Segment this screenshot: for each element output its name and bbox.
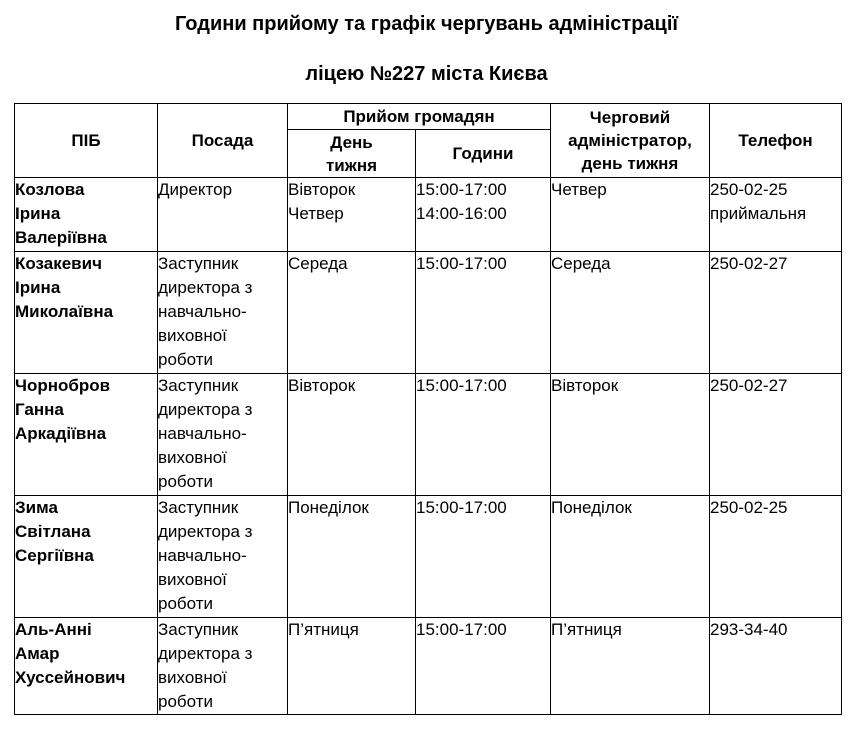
name-line: Козакевич [15,254,102,273]
position-line: Заступник [158,620,239,639]
cell-hours [416,496,551,618]
position-line: виховної [158,668,227,687]
duty-text: П’ятниця [551,620,622,639]
cell-hours [416,618,551,715]
position-line: Заступник [158,498,239,517]
hours-line: 15:00-17:00 [416,254,507,273]
table-row [15,178,842,252]
header-duty: Черговий адміністратор, день тижня [551,104,710,178]
phone-line: 250-02-25 [710,498,788,517]
name-line: Миколаївна [15,302,114,321]
name-line: Амар [15,644,60,663]
cell-duty [551,618,710,715]
header-day: День тижня [288,130,416,178]
cell-phone [710,374,842,496]
phone-line: 250-02-25 [710,180,788,199]
cell-name [15,374,158,496]
hours-line: 14:00-16:00 [416,204,507,223]
day-line: Вівторок [288,180,356,199]
phone-line: 250-02-27 [710,376,788,395]
phone-line: приймальня [710,204,807,223]
cell-phone [710,178,842,252]
hours-line: 15:00-17:00 [416,620,507,639]
day-line: Понеділок [288,498,369,517]
header-position: Посада [158,104,288,178]
position-line: навчально- [158,302,247,321]
cell-day [288,252,416,374]
cell-phone [710,618,842,715]
hours-line: 15:00-17:00 [416,180,507,199]
cell-duty [551,178,710,252]
cell-phone [710,496,842,618]
name-line: Козлова [15,180,85,199]
name-line: Чорнобров [15,376,111,395]
cell-position [158,178,288,252]
name-line: Аркадіївна [15,424,107,443]
duty-text: Середа [551,254,611,273]
cell-day [288,618,416,715]
name-line: Валеріївна [15,228,107,247]
cell-hours [416,252,551,374]
cell-duty [551,374,710,496]
name-line: Світлана [15,522,91,541]
schedule-table [14,103,842,715]
cell-day [288,496,416,618]
cell-name [15,496,158,618]
cell-duty [551,252,710,374]
document-subtitle: ліцею №227 міста Києва [305,63,548,85]
header-hours: Години [416,130,551,178]
hours-line: 15:00-17:00 [416,376,507,395]
position-line: навчально- [158,546,247,565]
position-line: виховної [158,326,227,345]
cell-hours [416,178,551,252]
duty-text: Понеділок [551,498,632,517]
position-line: роботи [158,350,214,369]
position-line: директора з [158,522,253,541]
cell-name [15,252,158,374]
position-line: роботи [158,594,214,613]
cell-position [158,374,288,496]
cell-day [288,374,416,496]
position-line: Заступник [158,254,239,273]
position-line: навчально- [158,424,247,443]
phone-line: 293-34-40 [710,620,788,639]
name-line: Аль-Анні [15,620,92,639]
position-line: виховної [158,570,227,589]
day-line: П’ятниця [288,620,359,639]
document-title: Години прийому та графік чергувань адміністрації [174,13,679,35]
hours-line: 15:00-17:00 [416,498,507,517]
day-line: Четвер [288,204,344,223]
cell-position [158,252,288,374]
cell-duty [551,496,710,618]
table-row [15,618,842,715]
header-phone: Телефон [710,104,842,178]
position-line: виховної [158,448,227,467]
table-row [15,252,842,374]
name-line: Ірина [15,204,61,223]
day-line: Вівторок [288,376,356,395]
header-reception: Прийом громадян [288,104,551,130]
cell-phone [710,252,842,374]
cell-hours [416,374,551,496]
position-line: Заступник [158,376,239,395]
header-name: ПІБ [15,104,158,178]
table-row [15,374,842,496]
position-line: Директор [158,180,233,199]
position-line: директора з [158,644,253,663]
name-line: Зима [15,498,58,517]
position-line: роботи [158,692,214,711]
day-line: Середа [288,254,348,273]
cell-name [15,618,158,715]
name-line: Ганна [15,400,64,419]
name-line: Хуссейнович [15,668,126,687]
name-line: Ірина [15,278,61,297]
cell-name [15,178,158,252]
cell-position [158,496,288,618]
phone-line: 250-02-27 [710,254,788,273]
cell-position [158,618,288,715]
table-row [15,496,842,618]
cell-day [288,178,416,252]
duty-text: Четвер [551,180,607,199]
position-line: директора з [158,400,253,419]
duty-text: Вівторок [551,376,619,395]
position-line: директора з [158,278,253,297]
position-line: роботи [158,472,214,491]
name-line: Сергіївна [15,546,94,565]
